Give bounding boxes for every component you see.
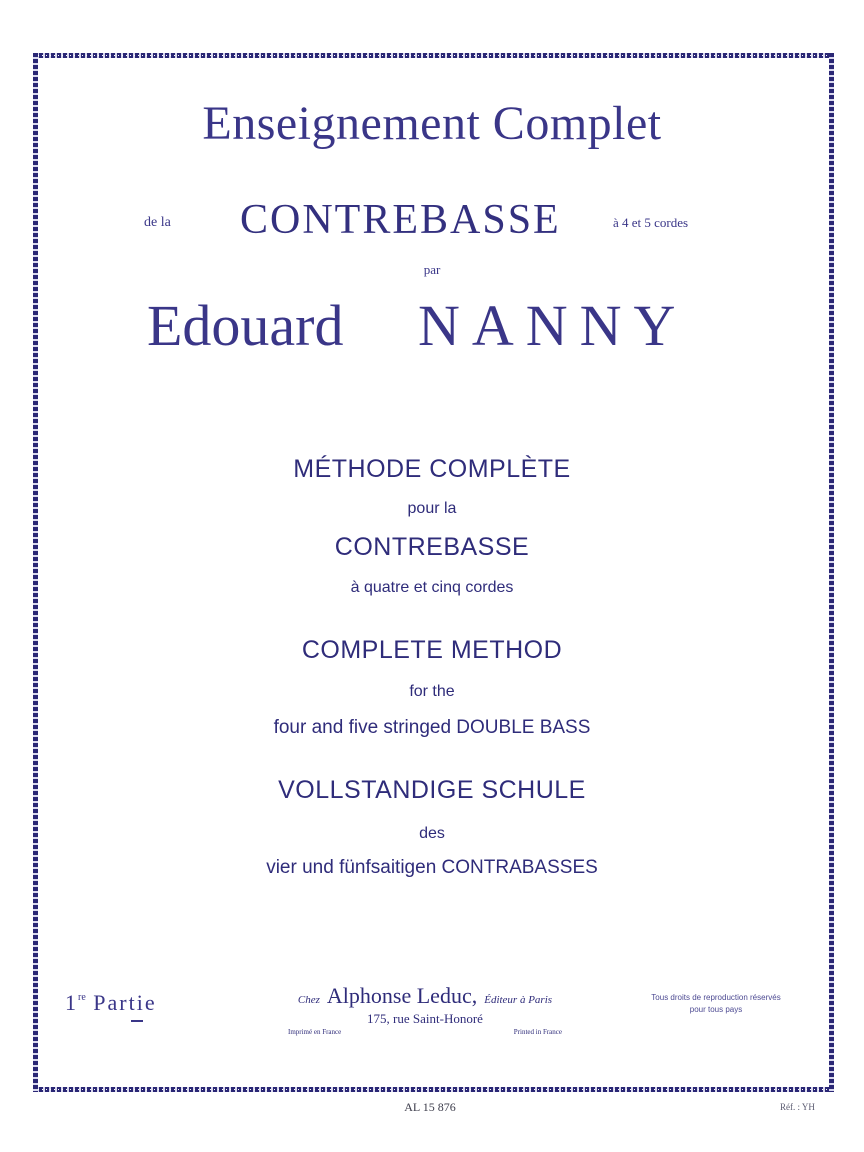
printed-notice <box>250 1028 600 1036</box>
publisher-block <box>250 983 600 1036</box>
border-top <box>33 53 834 58</box>
publisher-suffix: Éditeur à Paris <box>484 994 553 1006</box>
publisher-address: 175, rue Saint-Honoré <box>367 1011 483 1026</box>
part-number: 1 <box>65 990 78 1015</box>
section-en-heading: COMPLETE METHOD <box>301 636 563 664</box>
instrument-line <box>0 196 864 246</box>
part-text: Partie <box>93 990 157 1015</box>
cover-title: Enseignement Complet <box>202 97 662 150</box>
rights-notice <box>606 992 826 1016</box>
printed-fr: Imprimé en France <box>288 1028 342 1036</box>
section-fr-heading: MÉTHODE COMPLÈTE <box>293 455 571 483</box>
section-fr-detail: à quatre et cinq cordes <box>350 579 514 596</box>
instrument-title: CONTREBASSE <box>240 197 561 243</box>
subtitle-prefix: de la <box>144 215 171 230</box>
section-de-connector: des <box>419 825 445 842</box>
part-underline <box>131 1020 143 1022</box>
border-bottom <box>33 1087 834 1092</box>
section-de-heading: VOLLSTANDIGE SCHULE <box>278 776 586 804</box>
author-first-name: Edouard <box>147 293 344 358</box>
subtitle-suffix: à 4 et 5 cordes <box>613 215 689 230</box>
section-en-connector: for the <box>409 683 455 700</box>
catalog-number: AL 15 876 <box>404 1100 456 1114</box>
publisher-name: Alphonse Leduc, <box>326 983 478 1008</box>
publisher-prefix: Chez <box>297 994 320 1006</box>
author-name <box>0 292 864 362</box>
author-last-name: NANNY <box>418 293 688 358</box>
section-de-detail: vier und fünfsaitigen CONTRABASSES <box>266 857 598 878</box>
section-fr-connector: pour la <box>407 500 457 517</box>
by-label: par <box>423 262 441 277</box>
reference-code: Réf. : YH <box>780 1102 815 1112</box>
printed-en: Printed in France <box>513 1028 562 1036</box>
rights-line-1: Tous droits de reproduction réservés <box>651 993 781 1002</box>
part-label <box>65 990 157 1016</box>
part-superscript: re <box>78 992 86 1003</box>
section-en-detail: four and five stringed DOUBLE BASS <box>273 717 591 738</box>
rights-line-2: pour tous pays <box>689 1005 743 1014</box>
section-fr-object: CONTREBASSE <box>334 533 530 561</box>
